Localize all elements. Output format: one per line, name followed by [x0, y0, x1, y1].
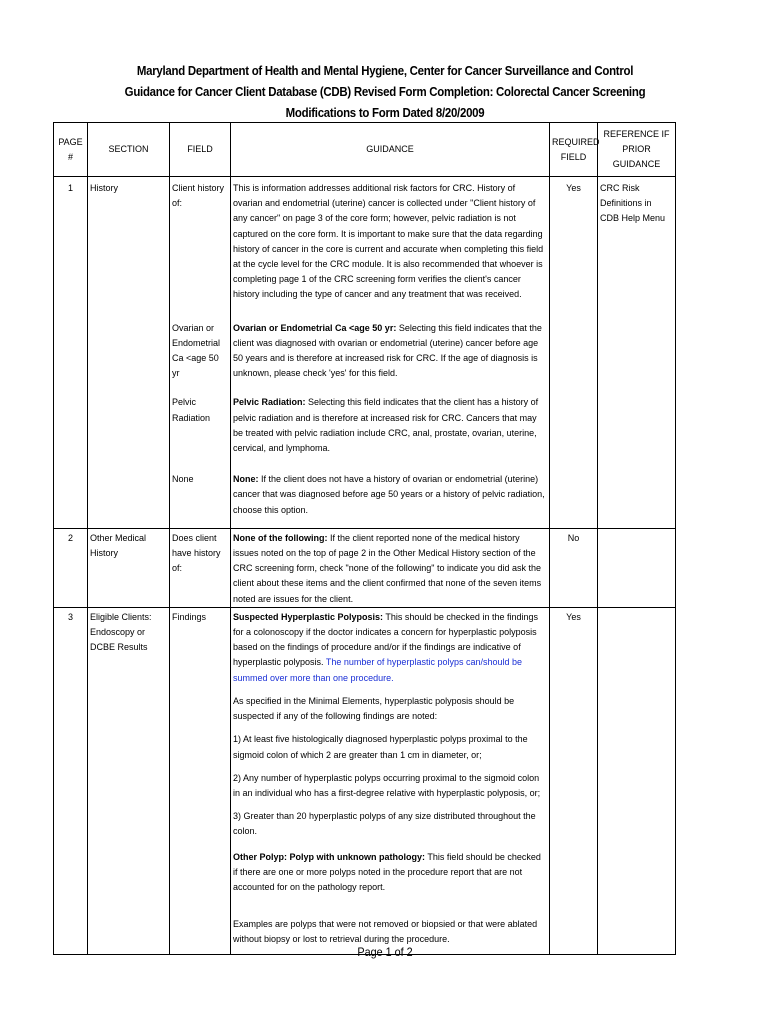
row-guidance: Pelvic Radiation: Selecting this field indicates that the client has a history of pelvic radiation and is therefore at increased risk for CRC. Cancers that may be treated with pelvic radiation include CRC, anal, prostate, ovarian, uterine, cervical, and lymphoma. [231, 381, 550, 456]
row-required: Yes [550, 607, 598, 954]
col-header-required: REQUIRED FIELD [550, 123, 598, 177]
row-required: Yes [550, 177, 598, 303]
table-header-row [54, 123, 676, 177]
page-number: Page 1 of 2 [357, 945, 413, 959]
document-subtitle: Guidance for Cancer Client Database (CDB) Revised Form Completion: Colorectal Cancer Screening [124, 84, 646, 99]
row-guidance: Ovarian or Endometrial Ca <age 50 yr: Selecting this field indicates that the client was diagnosed with ovarian or endometrial (uterine) cancer before age 50 years and is therefore at increased risk for CRC. If the age of diagnosis is unknown, please check 'yes' for this field. [231, 303, 550, 382]
table-subrow [54, 456, 676, 528]
row-field: Client history of: [170, 177, 231, 303]
guidance-paragraph: 1) At least five histologically diagnosed hyperplastic polyps proximal to the sigmoid colon of which 2 are greater than 1 cm in diameter, or; [233, 734, 528, 760]
col-header-page: PAGE # [54, 123, 88, 177]
guidance-paragraph: Other Polyp: Polyp with unknown pathology: This field should be checked if there are one or more polyps noted in the procedure report that are not accounted for on the pathology report. [233, 851, 541, 892]
row-reference: CRC Risk Definitions in CDB Help Menu [598, 177, 676, 303]
row-section: History [88, 177, 170, 303]
col-header-reference: REFERENCE IF PRIOR GUIDANCE [598, 123, 676, 177]
document-title: Maryland Department of Health and Mental Hygiene, Center for Cancer Surveillance and Control [136, 63, 634, 78]
row-reference [598, 607, 676, 954]
table-row [54, 528, 676, 607]
col-header-section: SECTION [88, 123, 170, 177]
row-field: Pelvic Radiation [170, 381, 231, 456]
guidance-table [53, 122, 676, 955]
guidance-paragraph: 3) Greater than 20 hyperplastic polyps of any size distributed throughout the colon. [233, 811, 536, 837]
row-field: Ovarian or Endometrial Ca <age 50 yr [170, 303, 231, 382]
col-header-guidance: GUIDANCE [231, 123, 550, 177]
guidance-paragraph: Examples are polyps that were not removed or biopsied or that were ablated without biopsy or lost to retrieval during the procedure. [233, 919, 538, 945]
row-guidance: None: If the client does not have a history of ovarian or endometrial (uterine) cancer that was diagnosed before age 50 years or a history of pelvic radiation, choose this option. [231, 456, 550, 528]
guidance-paragraph: As specified in the Minimal Elements, hyperplastic polyposis should be suspected if any of the following findings are noted: [233, 695, 515, 722]
row-guidance: This is information addresses additional risk factors for CRC. History of ovarian and endometrial (uterine) cancer is collected under "Client history of any cancer" on page 3 of the core form; however, pelvic radiation is not captured on the core form. It is important to make sure that the data regarding history of cancer in the core is current and accurate when completing this field at the cycle level for the CRC module. It is also recommended that whoever is completing page 1 of the CRC screening form verifies the client's cancer history including the type of cancer and any treatment that was received. [231, 177, 550, 303]
row-section: Eligible Clients: Endoscopy or DCBE Results [88, 607, 170, 954]
row-reference [598, 528, 676, 607]
col-header-field: FIELD [170, 123, 231, 177]
row-section: Other Medical History [88, 528, 170, 607]
guidance-paragraph: Suspected Hyperplastic Polyposis: This should be checked in the findings for a colonoscopy if the doctor indicates a concern for hyperplastic polyposis based on the findings of procedure and/or if the findings are indicative of hyperplastic polyposis. The number of hyperplastic polyps can/should be summed over more than one procedure. [233, 611, 538, 683]
row-page: 1 [54, 177, 88, 303]
row-required: No [550, 528, 598, 607]
row-guidance: None of the following: If the client reported none of the medical history issues noted on the top of page 2 in the Other Medical History section of the CRC screening form, check "none of the following" to indicate you did ask the client about these items and the client confirmed that none of the seven items noted are issues for the client. [231, 528, 550, 607]
table-row [54, 177, 676, 303]
guidance-paragraph: 2) Any number of hyperplastic polyps occurring proximal to the sigmoid colon in an individual who has a first-degree relative with hyperplastic polyposis, or; [233, 772, 541, 798]
row-guidance [231, 607, 550, 954]
row-field: Does client have history of: [170, 528, 231, 607]
row-field: Findings [170, 607, 231, 954]
table-row [54, 607, 676, 954]
row-field: None [170, 456, 231, 528]
row-page: 3 [54, 607, 88, 954]
table-subrow [54, 381, 676, 456]
document-modification-date: Modifications to Form Dated 8/20/2009 [285, 105, 485, 120]
blue-note: The number of hyperplastic polyps can/should be summed over more than one procedure. [233, 657, 523, 683]
row-page: 2 [54, 528, 88, 607]
table-subrow [54, 303, 676, 382]
